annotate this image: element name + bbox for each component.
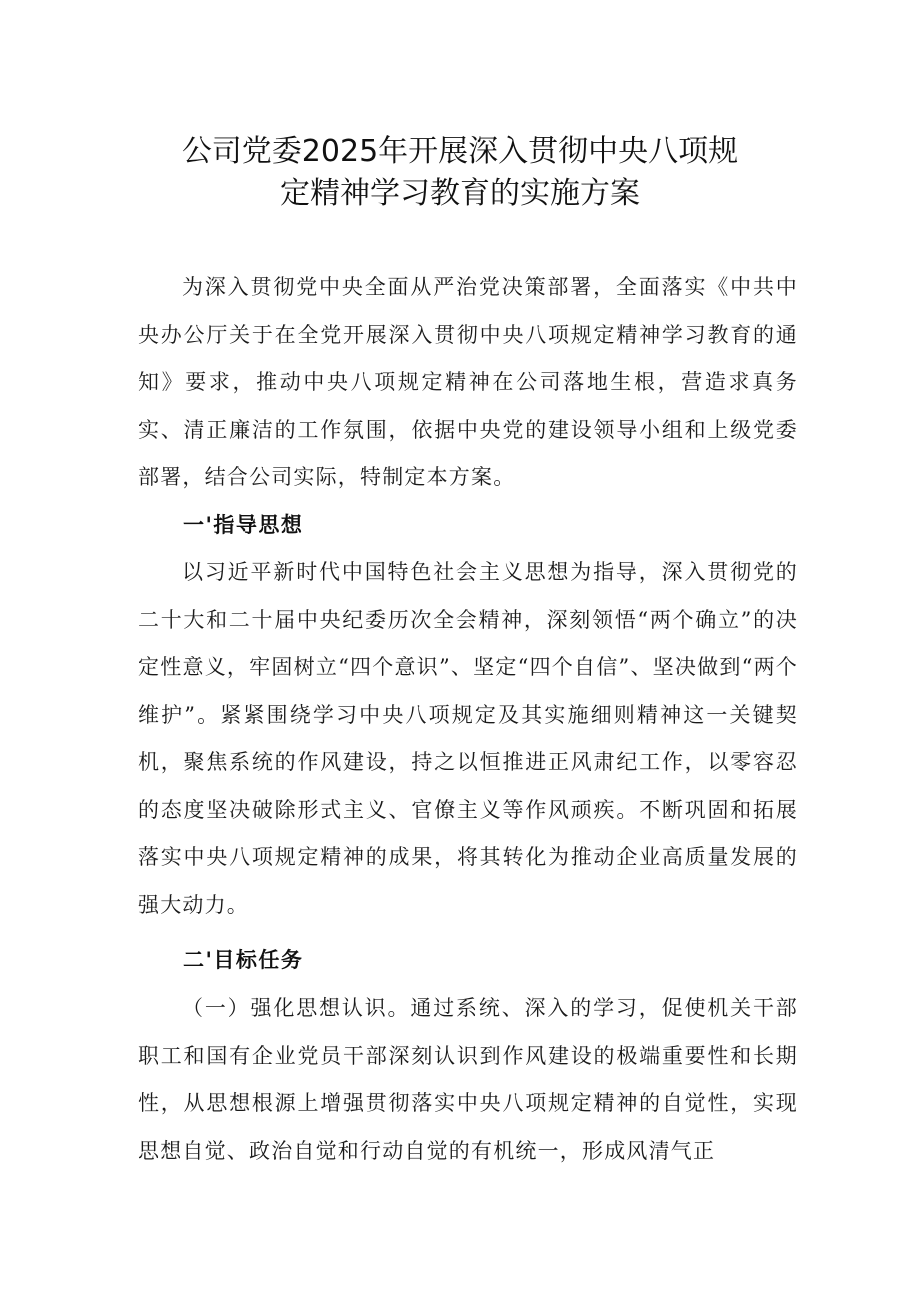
section-heading-guiding-ideology: 一'指导思想 bbox=[183, 513, 304, 537]
document-title-line-2: 定精神学习教育的实施方案 bbox=[280, 176, 640, 211]
document-title-line-1: 公司党委2025年开展深入贯彻中央八项规 bbox=[181, 134, 739, 169]
section-body-guiding-ideology: 以习近平新时代中国特色社会主义思想为指导，深入贯彻党的二十大和二十届中央纪委历次全会精神，深刻领悟“两个确立”的决定性意义，牢固树立“四个意识”、坚定“四个自信”、坚决做到“两个维护”。紧紧围绕学习中央八项规定及其实施细则精神这一关键契机，聚焦系统的作风建设，持之以恒推进正风肃纪工作，以零容忍的态度坚决破除形式主义、官僚主义等作风顽疾。不断巩固和拓展落实中央八项规定精神的成果，将其转化为推动企业高质量发展的强大动力。 bbox=[138, 560, 798, 917]
section-heading-goals-tasks: 二'目标任务 bbox=[183, 948, 304, 972]
intro-paragraph: 为深入贯彻党中央全面从严治党决策部署，全面落实《中共中央办公厅关于在全党开展深入贯彻中央八项规定精神学习教育的通知》要求，推动中央八项规定精神在公司落地生根，营造求真务实、清正廉洁的工作氛围，依据中央党的建设领导小组和上级党委部署，结合公司实际，特制定本方案。 bbox=[138, 275, 798, 489]
section-body-goals-tasks: （一）强化思想认识。通过系统、深入的学习，促使机关干部职工和国有企业党员干部深刻认识到作风建设的极端重要性和长期性，从思想根源上增强贯彻落实中央八项规定精神的自觉性，实现思想自觉、政治自觉和行动自觉的有机统一，形成风清气正 bbox=[138, 996, 798, 1163]
